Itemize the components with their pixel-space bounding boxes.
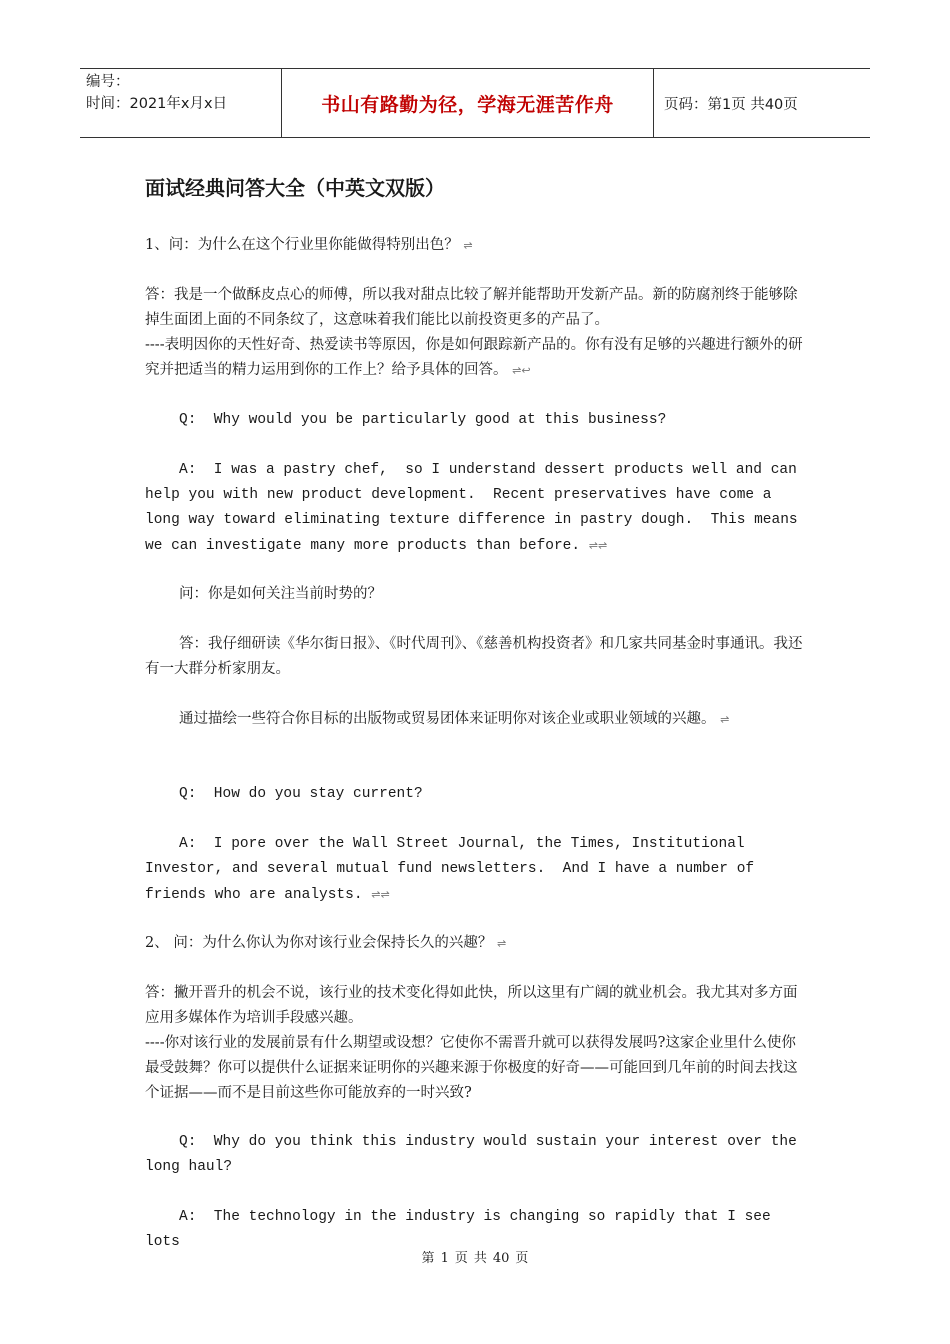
answer-current: 答：我仔细研读《华尔街日报》、《时代周刊》、《慈善机构投资者》和几家共同基金时事通讯。我还有一大群分析家朋友。 <box>145 636 803 677</box>
page-footer: 第 1 页 共 40 页 <box>421 1251 529 1266</box>
answer-2-zh <box>145 981 805 1106</box>
question-1-en: Q: Why would you be particularly good at this business? <box>179 412 667 428</box>
footer-total-pages: 40 <box>492 1251 510 1266</box>
answer-2-tip: ----你对该行业的发展前景有什么期望或设想？它使你不需晋升就可以获得发展吗?这家企业里什么使你最受鼓舞？你可以提供什么证据来证明你的兴趣来源于你极度的好奇——可能回到几年前的时间去找这个证据——而不是目前这些你可能放弃的一时兴致? <box>145 1035 798 1101</box>
question-2-en: Q: Why do you think this industry would sustain your interest over the long haul? <box>145 1134 806 1175</box>
header-meta <box>80 69 282 137</box>
answer-2-en: A: The technology in the industry is changing so rapidly that I see lots <box>145 1209 780 1250</box>
answer-current-en: A: I pore over the Wall Street Journal, the Times, Institutional Investor, and several mutual fund newsletters. And I have a number of friends who are analysts. ⇌⇌ <box>145 836 763 903</box>
header-motto: 书山有路勤为径，学海无涯苦作舟 <box>321 93 614 116</box>
question-2: 2、 问：为什么你认为你对该行业会保持长久的兴趣？ ⇌ <box>145 935 507 951</box>
page-title: 面试经典问答大全（中英文双版） <box>145 176 445 200</box>
number-label: 编号： <box>86 74 130 90</box>
document-header <box>80 68 870 138</box>
footer-page-number: 1 <box>440 1251 449 1266</box>
time-label: 时间：2021年x月x日 <box>86 96 228 112</box>
answer-1-zh <box>145 283 805 383</box>
answer-2-text: 答：撇开晋升的机会不说，该行业的技术变化得如此快，所以这里有广阔的就业机会。我尤其对多方面应用多媒体作为培训手段感兴趣。 <box>145 985 798 1026</box>
question-current-en: Q: How do you stay current? <box>179 786 423 802</box>
header-page-cell <box>654 69 870 137</box>
question-current: 问：你是如何关注当前时势的？ <box>179 586 382 602</box>
header-page-label: 页码：第1页 共40页 <box>664 96 798 113</box>
answer-1-en: A: I was a pastry chef, so I understand dessert products well and can help you with new product development. Recent preservatives have come a long way toward eliminating texture difference in pastry dough. This means we can investigate many more products than before. ⇌⇌ <box>145 462 807 554</box>
tip-current: 通过描绘一些符合你目标的出版物或贸易团体来证明你对该企业或职业领域的兴趣。 ⇌ <box>179 711 730 727</box>
header-motto-cell <box>282 69 654 137</box>
answer-1-text: 答：我是一个做酥皮点心的师傅，所以我对甜点比较了解并能帮助开发新产品。新的防腐剂终于能够除掉生面团上面的不同条纹了，这意味着我们能比以前投资更多的产品了。 <box>145 287 798 328</box>
answer-1-tip: ----表明因你的天性好奇、热爱读书等原因，你是如何跟踪新产品的。你有没有足够的兴趣进行额外的研究并把适当的精力运用到你的工作上？给予具体的回答。 ⇌↩ <box>145 337 803 378</box>
question-1: 1、问：为什么在这个行业里你能做得特别出色？ ⇌ <box>145 237 473 253</box>
